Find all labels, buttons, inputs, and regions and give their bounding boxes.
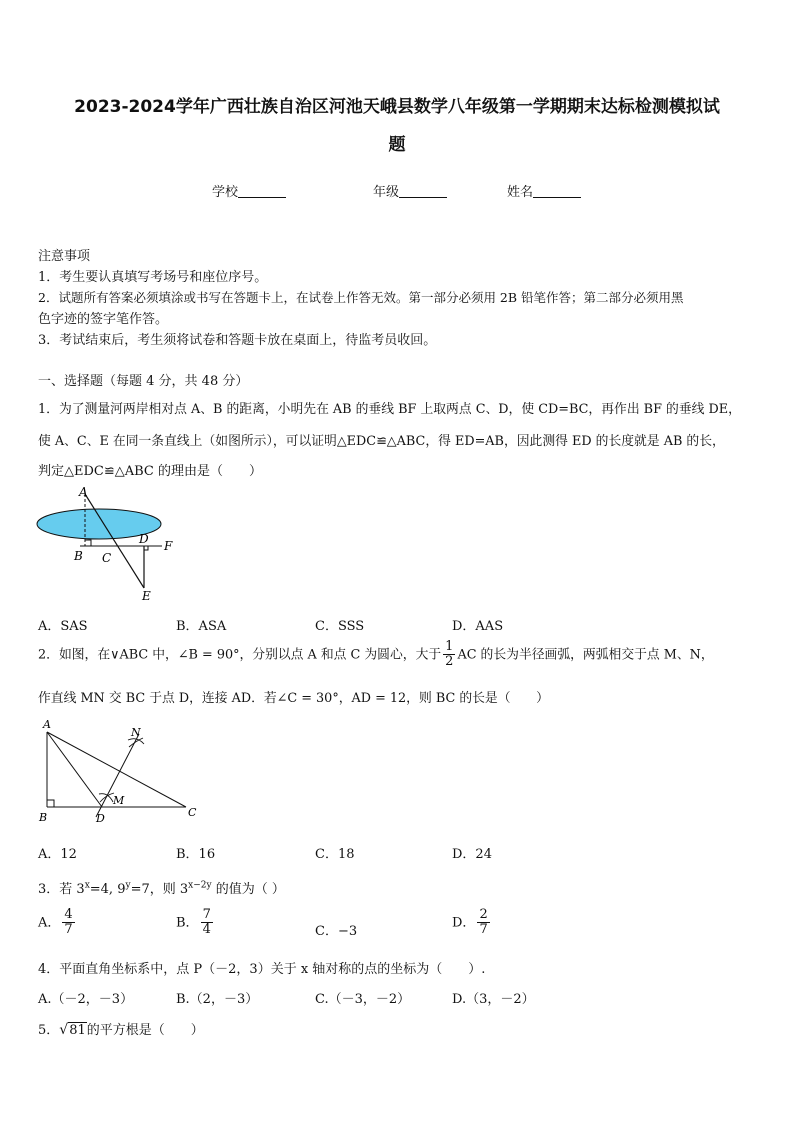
q2-text-part2: AC 的长为半径画弧，两弧相交于点 M、N， [457, 647, 714, 663]
option-fraction [201, 908, 213, 938]
school-blank[interactable] [238, 185, 286, 198]
fraction-numerator: 2 [479, 907, 488, 922]
fraction-numerator: 4 [64, 907, 73, 922]
right-angle-mark [85, 540, 91, 546]
label-f: F [164, 539, 173, 553]
fraction-denominator: 4 [202, 922, 211, 938]
q4-text: 4．平面直角坐标系中，点 P（－2，3）关于 x 轴对称的点的坐标为（ ）. [38, 962, 486, 977]
note-item: 3．考试结束后，考生须将试卷和答题卡放在桌面上，待监考员收回。 [38, 333, 437, 348]
q3-option-d[interactable] [452, 908, 492, 938]
label-a: A [43, 718, 51, 731]
option-value: −3 [337, 924, 358, 939]
note-item: 色字迹的签字笔作答。 [38, 312, 169, 327]
q5-prefix: 5． [38, 1023, 60, 1038]
q1-option-d[interactable]: D．AAS [452, 619, 504, 634]
q3-option-c[interactable] [315, 920, 357, 939]
grade-label: 年级 [373, 185, 400, 200]
q1-figure [34, 484, 184, 604]
q1-text-line3: 判定△EDC≌△ABC 的理由是（ ） [38, 464, 263, 479]
label-b: B [74, 549, 83, 563]
label-d: D [96, 812, 105, 825]
option-fraction [477, 908, 489, 938]
note-item: 1．考生要认真填写考场号和座位序号。 [38, 270, 268, 285]
option-fraction [62, 908, 74, 938]
q1-option-a[interactable]: A．SAS [38, 619, 88, 634]
option-label: D． [452, 915, 476, 931]
q4-option-a[interactable]: A.（－2，－3） [38, 992, 134, 1007]
fraction-numerator: 1 [445, 639, 454, 654]
q3-text [38, 878, 285, 897]
name-blank[interactable] [533, 185, 581, 198]
q4-option-b[interactable]: B.（2，－3） [176, 992, 259, 1007]
q5-text [38, 1019, 204, 1038]
option-label: A． [38, 915, 61, 931]
label-d: D [139, 532, 149, 546]
q3-mid2: =7，则 3 [130, 882, 189, 897]
fraction-denominator: 7 [64, 922, 73, 938]
q4-option-d[interactable]: D.（3，－2） [452, 992, 535, 1007]
school-label: 学校 [212, 185, 239, 200]
school-field[interactable] [212, 181, 286, 200]
arc-mark-n [128, 738, 144, 747]
label-m: M [113, 794, 125, 807]
q1-text-line2: 使 A、C、E 在同一条直线上（如图所示），可以证明△EDC≌△ABC，得 ED=AB，因此测得 ED 的长度就是 AB 的长， [38, 434, 725, 449]
q2-text-part1: 2．如图，在∨ABC 中，∠B = 90°，分别以点 A 和点 C 为圆心，大于 [38, 647, 442, 663]
name-label: 姓名 [507, 185, 534, 200]
q2-text-line2: 作直线 MN 交 BC 于点 D，连接 AD．若∠C = 30°，AD = 12，则 BC 的长是（ ） [38, 691, 549, 706]
q1-option-c[interactable]: C．SSS [315, 619, 365, 634]
label-a: A [79, 485, 88, 499]
grade-blank[interactable] [399, 185, 447, 198]
q2-option-c[interactable]: C．18 [315, 847, 355, 862]
q3-option-a[interactable] [38, 908, 77, 938]
line-ae [85, 494, 144, 588]
label-c: C [102, 551, 112, 565]
label-e: E [142, 589, 151, 603]
right-angle-mark [144, 546, 148, 550]
option-label: B． [176, 915, 199, 931]
q1-option-b[interactable]: B．ASA [176, 619, 227, 634]
fraction-denominator: 2 [445, 654, 454, 670]
q2-option-b[interactable]: B．16 [176, 847, 216, 862]
q3-exp3: x−2y [188, 880, 212, 891]
sqrt-symbol: √ [59, 1022, 69, 1038]
label-n: N [131, 726, 141, 739]
q4-option-c[interactable]: C.（－3，－2） [315, 992, 411, 1007]
fraction-numerator: 7 [202, 907, 211, 922]
name-field[interactable] [507, 181, 581, 200]
segment-ad [47, 732, 102, 807]
q5-suffix: 的平方根是（ ） [86, 1023, 204, 1038]
notes-heading: 注意事项 [38, 249, 91, 264]
label-b: B [39, 811, 48, 824]
q2-option-d[interactable]: D．24 [452, 847, 492, 862]
q5-radicand: 81 [69, 1023, 86, 1038]
q1-text-line1: 1．为了测量河两岸相对点 A、B 的距离，小明先在 AB 的垂线 BF 上取两点 C、D，使 CD=BC，再作出 BF 的垂线 DE， [38, 402, 741, 417]
label-c: C [188, 806, 197, 819]
q3-option-b[interactable] [176, 908, 215, 938]
q2-fraction [443, 640, 455, 670]
q3-mid1: =4, 9 [89, 882, 126, 897]
exam-title-line2: 题 [388, 135, 406, 155]
section-heading: 一、选择题（每题 4 分，共 48 分） [38, 374, 249, 389]
q2-option-a[interactable]: A．12 [38, 847, 77, 862]
option-label: C． [315, 924, 338, 939]
q3-exp1: x [84, 880, 90, 891]
q2-text-line1 [38, 640, 714, 670]
exam-title-line1: 2023-2024学年广西壮族自治区河池天峨县数学八年级第一学期期末达标检测模拟试 [74, 97, 720, 117]
note-item: 2．试题所有答案必须填涂或书写在答题卡上，在试卷上作答无效。第一部分必须用 2B 铅笔作答；第二部分必须用黑 [38, 290, 684, 305]
q3-suffix: 的值为（ ） [211, 882, 285, 897]
fraction-denominator: 7 [479, 922, 488, 938]
q2-figure [34, 716, 204, 831]
q3-exp2: y [125, 880, 131, 891]
right-angle-mark [47, 800, 54, 807]
q3-prefix: 3．若 3 [38, 882, 85, 897]
grade-field[interactable] [373, 181, 447, 200]
